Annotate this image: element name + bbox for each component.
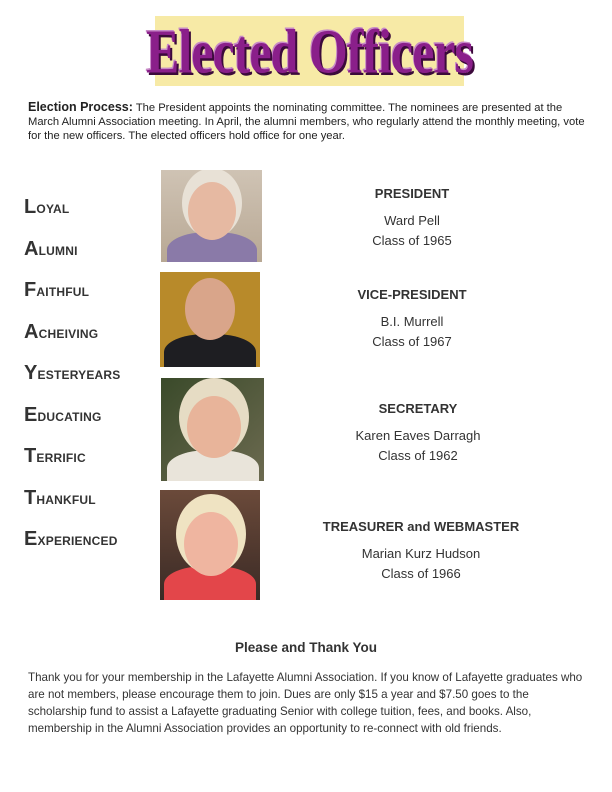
vice-president-photo-face bbox=[185, 278, 235, 340]
acrostic-word: Thankful bbox=[24, 486, 96, 509]
secretary-photo-face bbox=[187, 396, 241, 458]
acrostic-word: Faithful bbox=[24, 279, 90, 301]
lafayette-acrostic bbox=[24, 196, 154, 570]
officer-president bbox=[297, 186, 527, 251]
acrostic-word: Acheiving bbox=[24, 320, 99, 343]
acrostic-word: Yesteryears bbox=[24, 362, 121, 384]
page-title: Elected Officers bbox=[146, 16, 473, 86]
vice-president-photo bbox=[160, 272, 260, 367]
officer-secretary bbox=[303, 401, 533, 466]
election-process-label: Election Process: bbox=[28, 100, 133, 114]
officer-title: TREASURER and WEBMASTER bbox=[322, 519, 520, 534]
officer-name: Marian Kurz Hudson bbox=[361, 546, 481, 561]
officer-title: VICE-PRESIDENT bbox=[357, 287, 467, 302]
officer-title: PRESIDENT bbox=[374, 186, 450, 201]
officer-treasurer-webmaster bbox=[306, 519, 536, 584]
acrostic-word: Educating bbox=[24, 403, 102, 426]
treasurer-photo-face bbox=[184, 512, 238, 576]
title-banner bbox=[146, 16, 473, 86]
officer-class: Class of 1965 bbox=[372, 233, 452, 248]
acrostic-word: Experienced bbox=[24, 528, 118, 550]
officer-class: Class of 1962 bbox=[378, 448, 458, 463]
closing-paragraph: Thank you for your membership in the Lafayette Alumni Association. If you know of Lafayette graduates who are not members, please encourage them to join. Dues are only $15 a year and $7.50 goes to the scholarship fund to assist a Lafayette graduating Senior with college tuition, fees, and books. Also, membership in the Alumni Association provides an opportunity to re-connect with old friends. bbox=[28, 671, 583, 735]
officer-name: Karen Eaves Darragh bbox=[355, 428, 481, 443]
secretary-photo bbox=[161, 378, 264, 481]
officer-vice-president bbox=[297, 287, 527, 352]
election-process-paragraph bbox=[28, 100, 588, 143]
officer-class: Class of 1966 bbox=[381, 566, 461, 581]
election-process-text: The President appoints the nominating committee. The nominees are presented at the March Alumni Association meeting. In April, the alumni members, who regularly attend the monthly meeting, vote for the new officers. The elected officers hold office for one year. bbox=[28, 102, 585, 142]
treasurer-photo bbox=[160, 490, 260, 600]
acrostic-word: Alumni bbox=[24, 237, 78, 260]
president-photo bbox=[161, 170, 262, 262]
acrostic-word: Loyal bbox=[24, 196, 70, 218]
closing-heading: Please and Thank You bbox=[234, 640, 378, 655]
acrostic-word: Terrific bbox=[24, 445, 86, 467]
president-photo-face bbox=[188, 182, 236, 240]
officer-name: Ward Pell bbox=[384, 213, 440, 228]
officer-name: B.I. Murrell bbox=[380, 314, 444, 329]
officer-class: Class of 1967 bbox=[372, 334, 452, 349]
officer-title: SECRETARY bbox=[378, 401, 458, 416]
